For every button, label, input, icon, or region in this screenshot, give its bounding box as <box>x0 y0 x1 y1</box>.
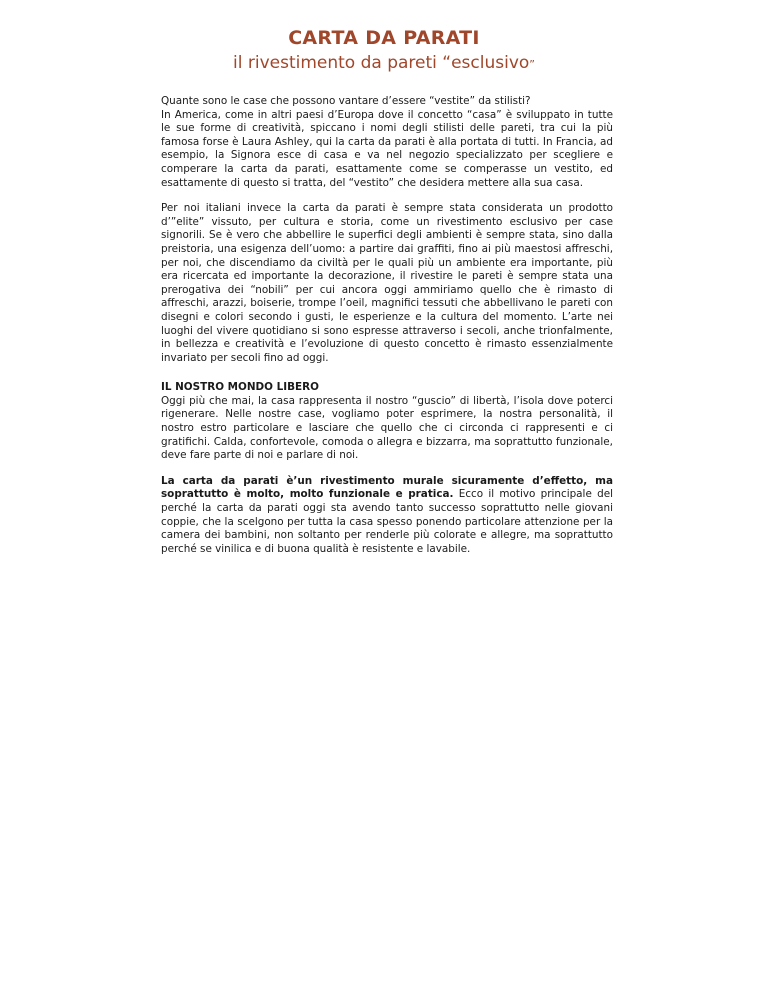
subtitle-open-quote: “ <box>442 53 452 73</box>
page-subtitle <box>0 52 768 74</box>
subtitle-prefix: il rivestimento da pareti <box>233 53 443 73</box>
article-body <box>161 95 613 568</box>
subtitle-close-quote: ” <box>529 58 535 71</box>
subtitle-word: esclusivo <box>451 53 530 73</box>
intro-paragraph <box>161 95 613 190</box>
mondo-paragraph: Oggi più che mai, la casa rappresenta il nostro “guscio” di libertà, l’isola dove poterci rigenerare. Nelle nostre case, vogliamo poter esprimere, la nostra personalità, il nostro estro particolare e lasciare che quello che ci circonda ci rappresenti e ci gratifichi. Calda, confortevole, comoda o allegra e bizzarra, ma soprattutto funzionale, deve fare parte di noi e parlare di noi. <box>161 394 613 462</box>
intro-text: In America, come in altri paesi d’Europa dove il concetto “casa” è sviluppato in tutte le sue forme di creatività, spiccano i nomi degli stilisti delle pareti, tra cui la più famosa forse è Laura Ashley, qui la carta da parati è alla portata di tutti. In Francia, ad esempio, la Signora esce di casa e va nel negozio specializzato per scegliere e comperare la carta da parati, esattamente come se comperasse un vestito, ed esattamente di questo si tratta, del “vestito” che desidera mettere alla sua casa. <box>161 108 613 189</box>
italians-paragraph: Per noi italiani invece la carta da parati è sempre stata considerata un prodotto d’”elite” vissuto, per cultura e storia, come un rivestimento esclusivo per case signorili. Se è vero che abbellire le superfici degli ambienti è sempre stata, sino dalla preistoria, una esigenza dell’uomo: a partire dai graffiti, fino ai più maestosi affreschi, per noi, che discendiamo da civiltà per le quali più un ambiente era importante, più era ricercata ed importante la decorazione, il rivestire le pareti è sempre stata una prerogativa dei “nobili” per cui ancora oggi ammiriamo quello che è rimasto di affreschi, arazzi, boiserie, trompe l’oeil, magnifici tessuti che abbellivano le pareti con disegni e colori secondo i gusti, le esperienze e la cultura del momento. L’arte nei luoghi del vivere quotidiano si sono espresse attraverso i secoli, anche trionfalmente, in bellezza e creatività e l’evoluzione di questo concetto è rimasto essenzialmente invariato per secoli fino ad oggi. <box>161 202 613 364</box>
closing-paragraph <box>161 475 613 557</box>
section-heading: IL NOSTRO MONDO LIBERO <box>161 381 319 394</box>
intro-question: Quante sono le case che possono vantare d’essere “vestite” da stilisti? <box>161 95 531 107</box>
closing-text: Ecco il motivo principale del perché la carta da parati oggi sta avendo tanto successo soprattutto nelle giovani coppie, che la scelgono per tutta la casa spesso ponendo particolare attenzione per la camera dei bambini, non soltanto per renderle più colorate e allegre, ma soprattutto perché se vinilica e di buona qualità è resistente e lavabile. <box>161 488 613 555</box>
section-spacer <box>161 365 613 381</box>
page-header <box>0 26 768 74</box>
closing-bold-text: La carta da parati è’un rivestimento murale sicuramente d’effetto, ma soprattutto è molto, molto funzionale e pratica. <box>161 474 613 501</box>
page-title: CARTA DA PARATI <box>288 27 480 49</box>
